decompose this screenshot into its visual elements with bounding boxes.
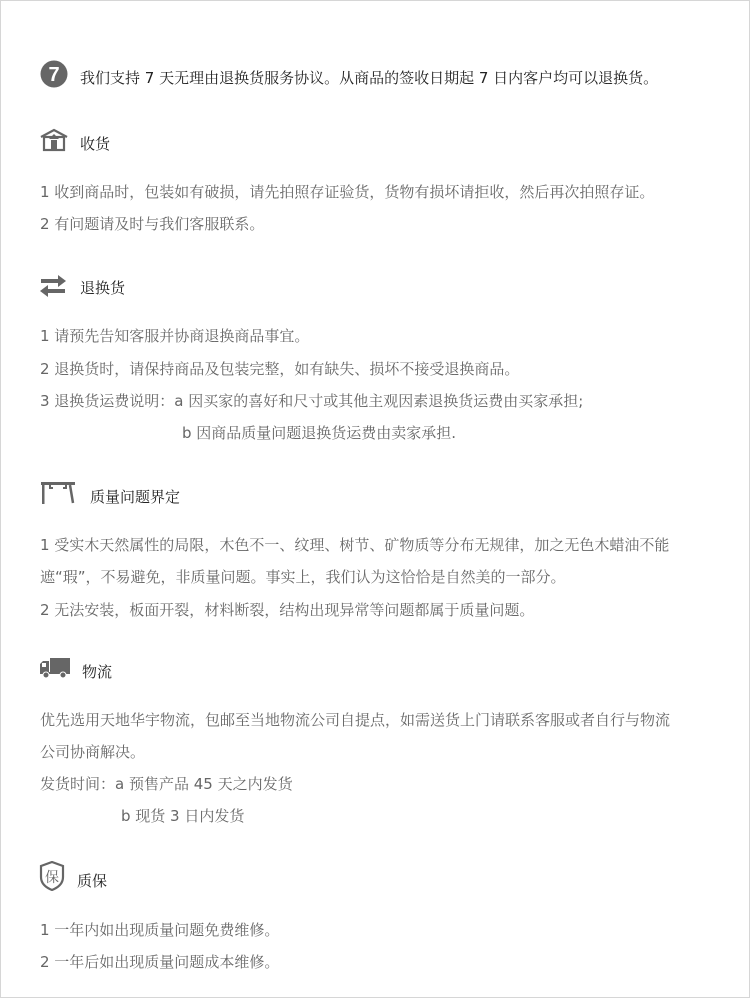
return-line-3: 3 退换货运费说明：a 因买家的喜好和尺寸或其他主观因素退换货运费由买家承担; [40, 392, 584, 410]
receive-line-2: 2 有问题请及时与我们客服联系。 [40, 215, 265, 233]
return-line-4: b 因商品质量问题退换货运费由卖家承担. [182, 424, 457, 442]
seven-days-badge-icon [40, 60, 68, 88]
return-line-2: 2 退换货时，请保持商品及包装完整，如有缺失、损坏不接受退换商品。 [40, 360, 520, 378]
warranty-line-1: 1 一年内如出现质量问题免费维修。 [40, 921, 280, 939]
logistics-line-1: 优先选用天地华宇物流，包邮至当地物流公司自提点，如需送货上门请联系客服或者自行与物流 [40, 711, 671, 729]
logistics-line-4: b 现货 3 日内发货 [121, 807, 245, 825]
warranty-shield-icon [39, 861, 65, 891]
table-icon [40, 481, 76, 505]
exchange-arrows-icon [39, 275, 67, 297]
logistics-line-3: 发货时间：a 预售产品 45 天之内发货 [40, 775, 293, 793]
logistics-line-2: 公司协商解决。 [40, 743, 146, 761]
truck-icon [39, 657, 71, 679]
quality-line-3: 2 无法安装，板面开裂，材料断裂，结构出现异常等问题都属于质量问题。 [40, 601, 535, 619]
badge-number: 7 [48, 64, 60, 86]
warranty-line-2: 2 一年后如出现质量问题成本维修。 [40, 953, 280, 971]
section-title-receive: 收货 [80, 135, 111, 153]
section-title-return: 退换货 [80, 279, 126, 297]
intro-text: 我们支持 7 天无理由退换货服务协议。从商品的签收日期起 7 日内客户均可以退换货。 [80, 69, 659, 87]
package-receive-icon [39, 128, 69, 152]
section-title-logistics: 物流 [82, 663, 113, 681]
return-line-1: 1 请预先告知客服并协商退换商品事宜。 [40, 327, 310, 345]
receive-line-1: 1 收到商品时，包装如有破损，请先拍照存证验货，货物有损坏请拒收，然后再次拍照存证。 [40, 183, 655, 201]
quality-line-2: 遮“瑕”，不易避免，非质量问题。事实上，我们认为这恰恰是自然美的一部分。 [40, 568, 566, 586]
section-title-warranty: 质保 [77, 872, 108, 890]
warranty-char: 保 [45, 870, 59, 886]
quality-line-1: 1 受实木天然属性的局限，木色不一、纹理、树节、矿物质等分布无规律，加之无色木蜡油不能 [40, 536, 670, 554]
section-title-quality: 质量问题界定 [90, 488, 181, 506]
